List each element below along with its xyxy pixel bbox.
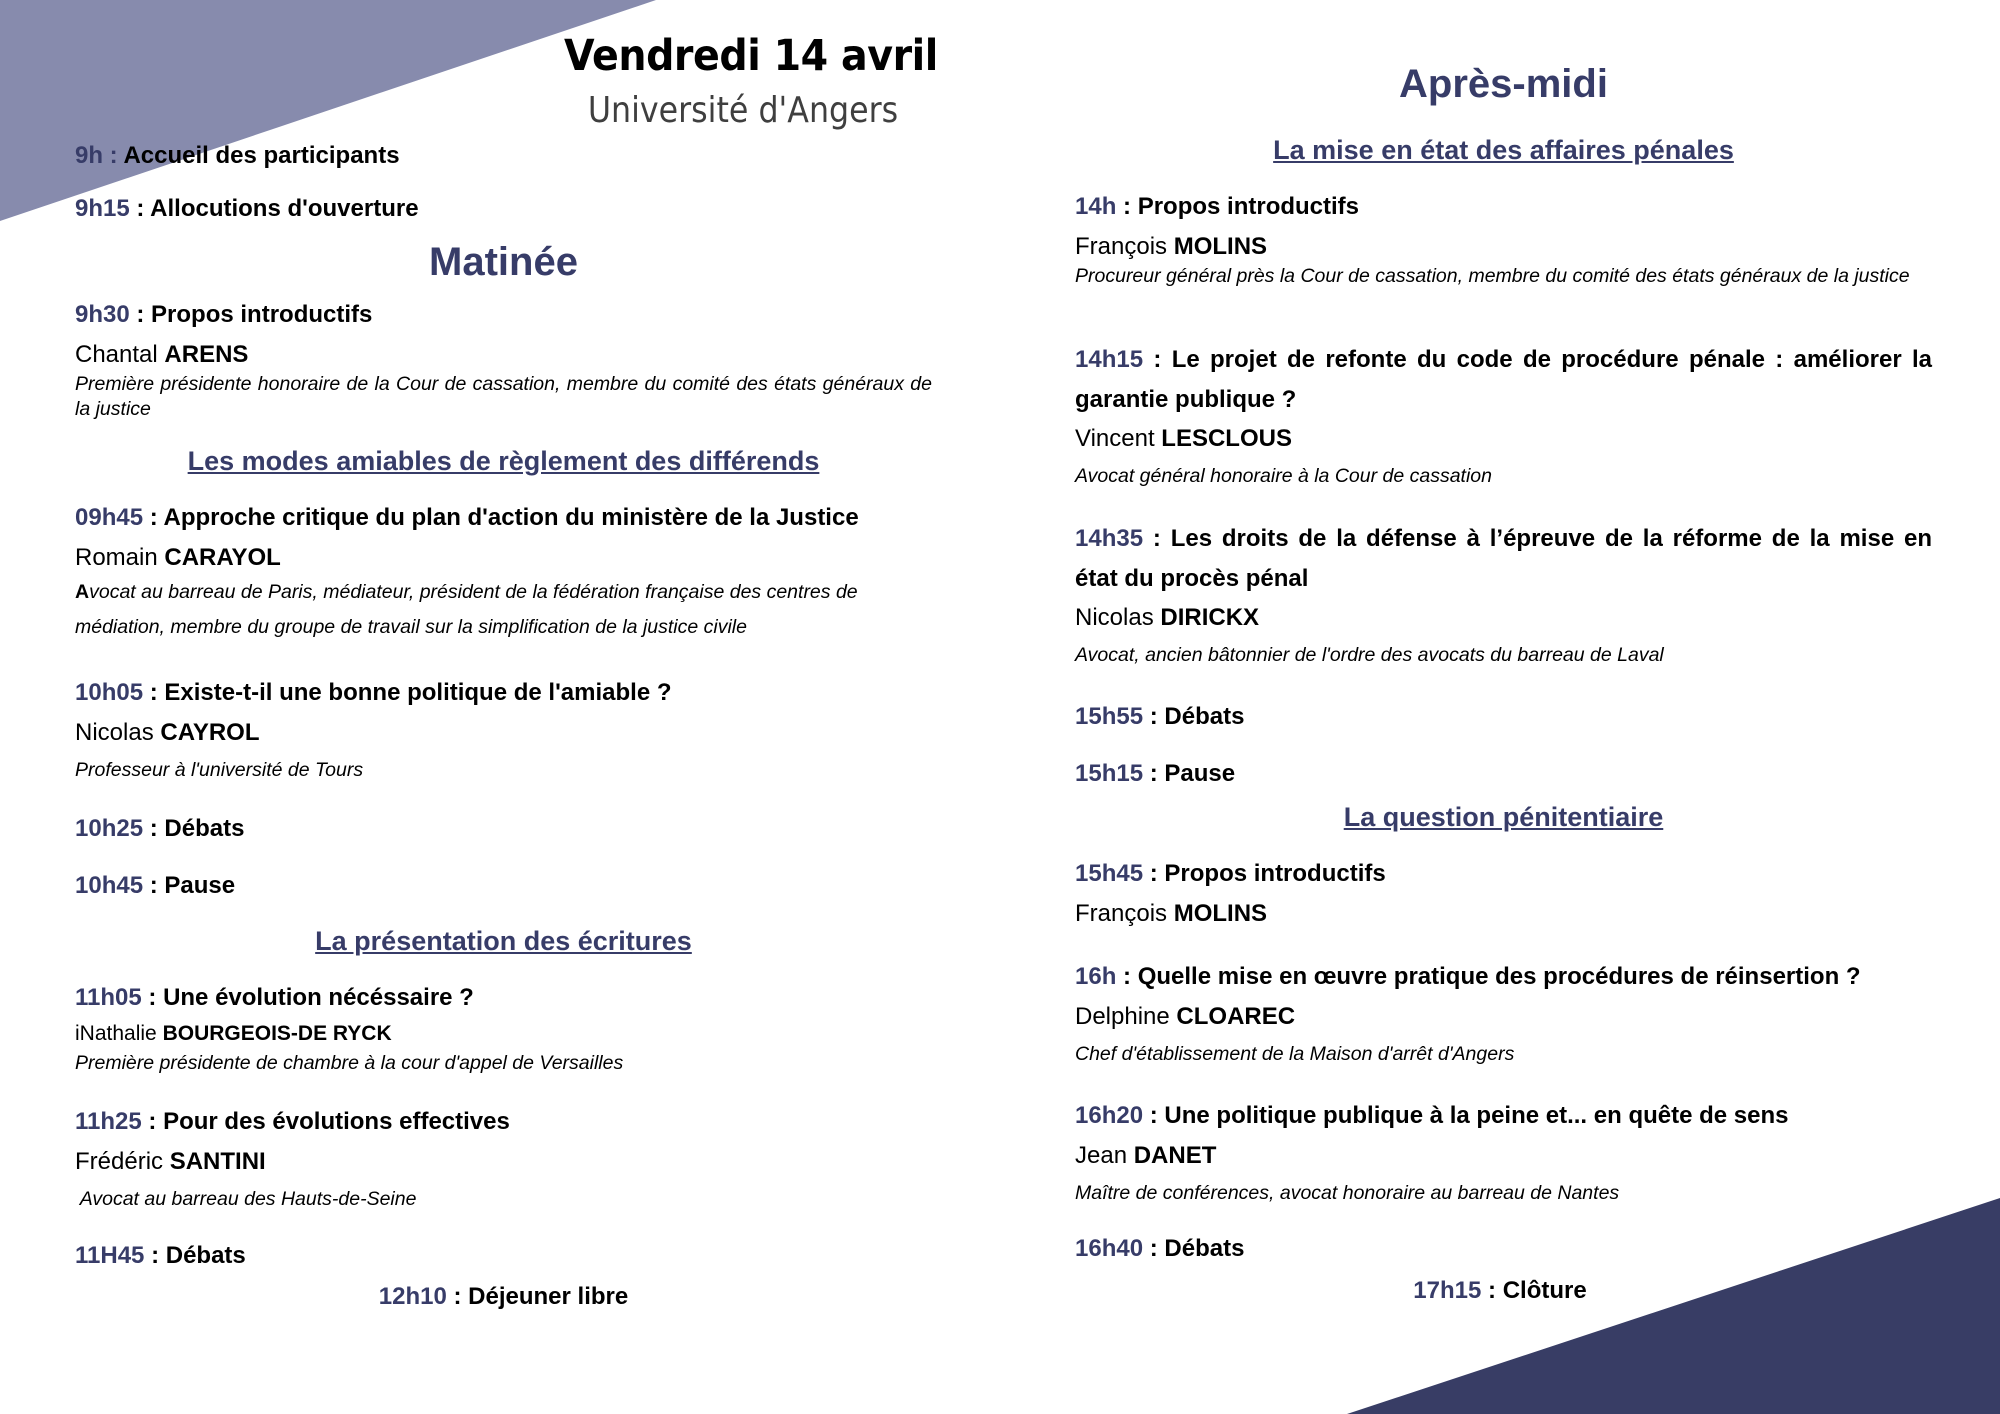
speaker-first-name: iNathalie (75, 1022, 157, 1045)
item-label: : Pour des évolutions effectives (148, 1108, 510, 1135)
schedule-block-0945 (75, 503, 932, 645)
speaker-name (1075, 1002, 1932, 1032)
section-title-penitentiaire: La question pénitentiaire (1343, 802, 1664, 832)
item-label: : Pause (1149, 760, 1236, 787)
speaker-last-name: MOLINS (1173, 900, 1268, 927)
item-label: : Existe-t-il une bonne politique de l'amiable ? (149, 679, 672, 706)
time-label: 16h40 (1075, 1235, 1144, 1262)
speaker-first-name: François (1075, 900, 1168, 927)
schedule-item-1415 (1075, 340, 1932, 420)
item-label: : Propos introductifs (1123, 193, 1360, 220)
speaker-role: Avocat général honoraire à la Cour de cassation (1075, 465, 1492, 487)
time-label: 9h30 (75, 301, 130, 328)
schedule-item-0945 (75, 503, 932, 533)
speaker-last-name: CLOAREC (1176, 1003, 1296, 1030)
time-label: 16h20 (1075, 1102, 1144, 1129)
schedule-block-1125 (75, 1107, 932, 1212)
speaker-first-name: François (1075, 233, 1168, 260)
morning-heading: Matinée (429, 240, 578, 284)
schedule-item-1435 (1075, 519, 1932, 599)
speaker-name (75, 543, 932, 573)
page-title: Vendredi 14 avril (564, 31, 938, 81)
time-label: 15h55 (1075, 703, 1144, 730)
time-label: 14h (1075, 193, 1117, 220)
item-label: : Débats (1149, 1235, 1245, 1262)
schedule-item-opening (75, 194, 932, 224)
schedule-item-1005 (75, 678, 932, 708)
speaker-role: Maître de conférences, avocat honoraire au barreau de Nantes (1075, 1182, 1620, 1204)
time-label: 10h45 (75, 872, 144, 899)
schedule-item-1715-closing (1075, 1276, 1925, 1306)
schedule-block-16h (1075, 962, 1932, 1067)
schedule-block-1620 (1075, 1101, 1932, 1206)
item-label: : Quelle mise en œuvre pratique des procédures de réinsertion ? (1123, 963, 1861, 990)
item-label: : Pause (149, 872, 236, 899)
schedule-item-1210-lunch (75, 1282, 932, 1312)
schedule-item-intro-morning (75, 300, 932, 330)
item-label: : Clôture (1488, 1277, 1587, 1304)
schedule-block-1105 (75, 983, 932, 1076)
item-label: : Une politique publique à la peine et... en quête de sens (1149, 1102, 1789, 1129)
speaker-role (75, 575, 932, 645)
time-label: 15h15 (1075, 760, 1144, 787)
bottom-right-triangle (1347, 1198, 2000, 1414)
schedule-item-1515-pause (1075, 759, 1932, 789)
schedule-item-1640-debates (1075, 1234, 1932, 1264)
speaker-last-name: BOURGEOIS-DE RYCK (162, 1022, 392, 1045)
time-label: 11h25 (75, 1108, 142, 1135)
afternoon-heading: Après-midi (1399, 62, 1608, 106)
item-label: : Déjeuner libre (453, 1283, 629, 1310)
speaker-name (75, 1019, 932, 1049)
speaker-first-name: Nicolas (75, 719, 154, 746)
section-title-amiable: Les modes amiables de règlement des différends (187, 446, 820, 476)
schedule-item-1620 (1075, 1101, 1932, 1131)
time-label: 11H45 (75, 1242, 145, 1269)
speaker-last-name: MOLINS (1173, 233, 1268, 260)
schedule-item-welcome (75, 141, 932, 171)
speaker-last-name: LESCLOUS (1161, 425, 1292, 452)
section-title-penal: La mise en état des affaires pénales (1273, 135, 1734, 165)
time-label: 14h35 (1075, 525, 1144, 552)
schedule-item-1025-debates (75, 814, 932, 844)
item-label: : Propos introductifs (1149, 860, 1386, 887)
time-label: 12h10 (378, 1283, 447, 1310)
time-label: 17h15 (1413, 1277, 1482, 1304)
speaker-role: Chef d'établissement de la Maison d'arrêt d'Angers (1075, 1043, 1515, 1065)
schedule-item-14h (1075, 192, 1932, 222)
speaker-name (1075, 1141, 1932, 1171)
item-label: : Une évolution nécéssaire ? (148, 984, 474, 1011)
speaker-last-name: DANET (1133, 1142, 1217, 1169)
time-label: 9h15 (75, 195, 130, 222)
schedule-item-16h (1075, 962, 1932, 992)
time-label: 11h05 (75, 984, 142, 1011)
speaker-name (1075, 232, 1932, 262)
schedule-item-1125 (75, 1107, 932, 1137)
schedule-item-1555-debates (1075, 702, 1932, 732)
speaker-role: Procureur général près la Cour de cassation, membre du comité des états généraux de la justice (1075, 265, 1910, 287)
speaker-last-name: ARENS (164, 341, 249, 368)
speaker-role: Professeur à l'université de Tours (75, 759, 364, 781)
speaker-first-name: Nicolas (1075, 604, 1154, 631)
speaker-first-name: Romain (75, 544, 158, 571)
schedule-block-1545 (1075, 859, 1932, 929)
schedule-block-14h (1075, 192, 1932, 289)
schedule-item-1145-debates (75, 1241, 932, 1271)
speaker-name (75, 340, 932, 370)
speaker-name (1075, 899, 1932, 929)
speaker-role: Avocat au barreau des Hauts-de-Seine (75, 1188, 417, 1210)
item-label: : Les droits de la défense à l’épreuve de la réforme de la mise en état du procès pénal (1075, 525, 1933, 592)
speaker-first-name: Frédéric (75, 1148, 164, 1175)
time-label: 10h05 (75, 679, 144, 706)
speaker-name (1075, 424, 1932, 454)
time-label: 10h25 (75, 815, 144, 842)
item-label: : Allocutions d'ouverture (136, 195, 419, 222)
speaker-last-name: CAYROL (160, 719, 260, 746)
speaker-role: Première présidente de chambre à la cour d'appel de Versailles (75, 1052, 624, 1074)
section-title-ecritures: La présentation des écritures (315, 926, 692, 956)
time-label: 9h : (75, 142, 118, 169)
role-text: vocat au barreau de Paris, médiateur, président de la fédération française des centres de médiation, membre du groupe de travail sur la simplification de la justice civile (75, 581, 858, 638)
speaker-last-name: SANTINI (169, 1148, 266, 1175)
item-label: : Débats (1149, 703, 1245, 730)
speaker-first-name: Vincent (1075, 425, 1155, 452)
speaker-name (75, 718, 932, 748)
schedule-item-1105 (75, 983, 932, 1013)
page-subtitle: Université d'Angers (587, 90, 899, 131)
item-label: : Approche critique du plan d'action du ministère de la Justice (149, 504, 859, 531)
item-label: : Le projet de refonte du code de procédure pénale : améliorer la garantie publique ? (1075, 346, 1933, 413)
role-initial: A (75, 581, 90, 603)
item-label: Accueil des participants (123, 142, 400, 169)
speaker-last-name: CARAYOL (164, 544, 281, 571)
time-label: 14h15 (1075, 346, 1144, 373)
time-label: 16h (1075, 963, 1117, 990)
speaker-role: Première présidente honoraire de la Cour de cassation, membre du comité des états généraux de la justice (75, 373, 932, 420)
speaker-first-name: Jean (1075, 1142, 1128, 1169)
speaker-role: Avocat, ancien bâtonnier de l'ordre des avocats du barreau de Laval (1075, 644, 1664, 666)
item-label: : Propos introductifs (136, 301, 373, 328)
schedule-item-1545 (1075, 859, 1932, 889)
schedule-block-1005 (75, 678, 932, 783)
speaker-name (75, 1147, 932, 1177)
time-label: 15h45 (1075, 860, 1144, 887)
speaker-first-name: Delphine (1075, 1003, 1170, 1030)
schedule-block-1435 (1075, 519, 1932, 668)
speaker-name (1075, 603, 1932, 633)
item-label: : Débats (149, 815, 245, 842)
schedule-block-1415 (1075, 340, 1932, 489)
speaker-first-name: Chantal (75, 341, 158, 368)
top-left-triangle (0, 0, 656, 221)
schedule-item-1045-pause (75, 871, 932, 901)
time-label: 09h45 (75, 504, 144, 531)
speaker-last-name: DIRICKX (1160, 604, 1260, 631)
item-label: : Débats (151, 1242, 246, 1269)
schedule-block-intro-morning (75, 300, 932, 422)
